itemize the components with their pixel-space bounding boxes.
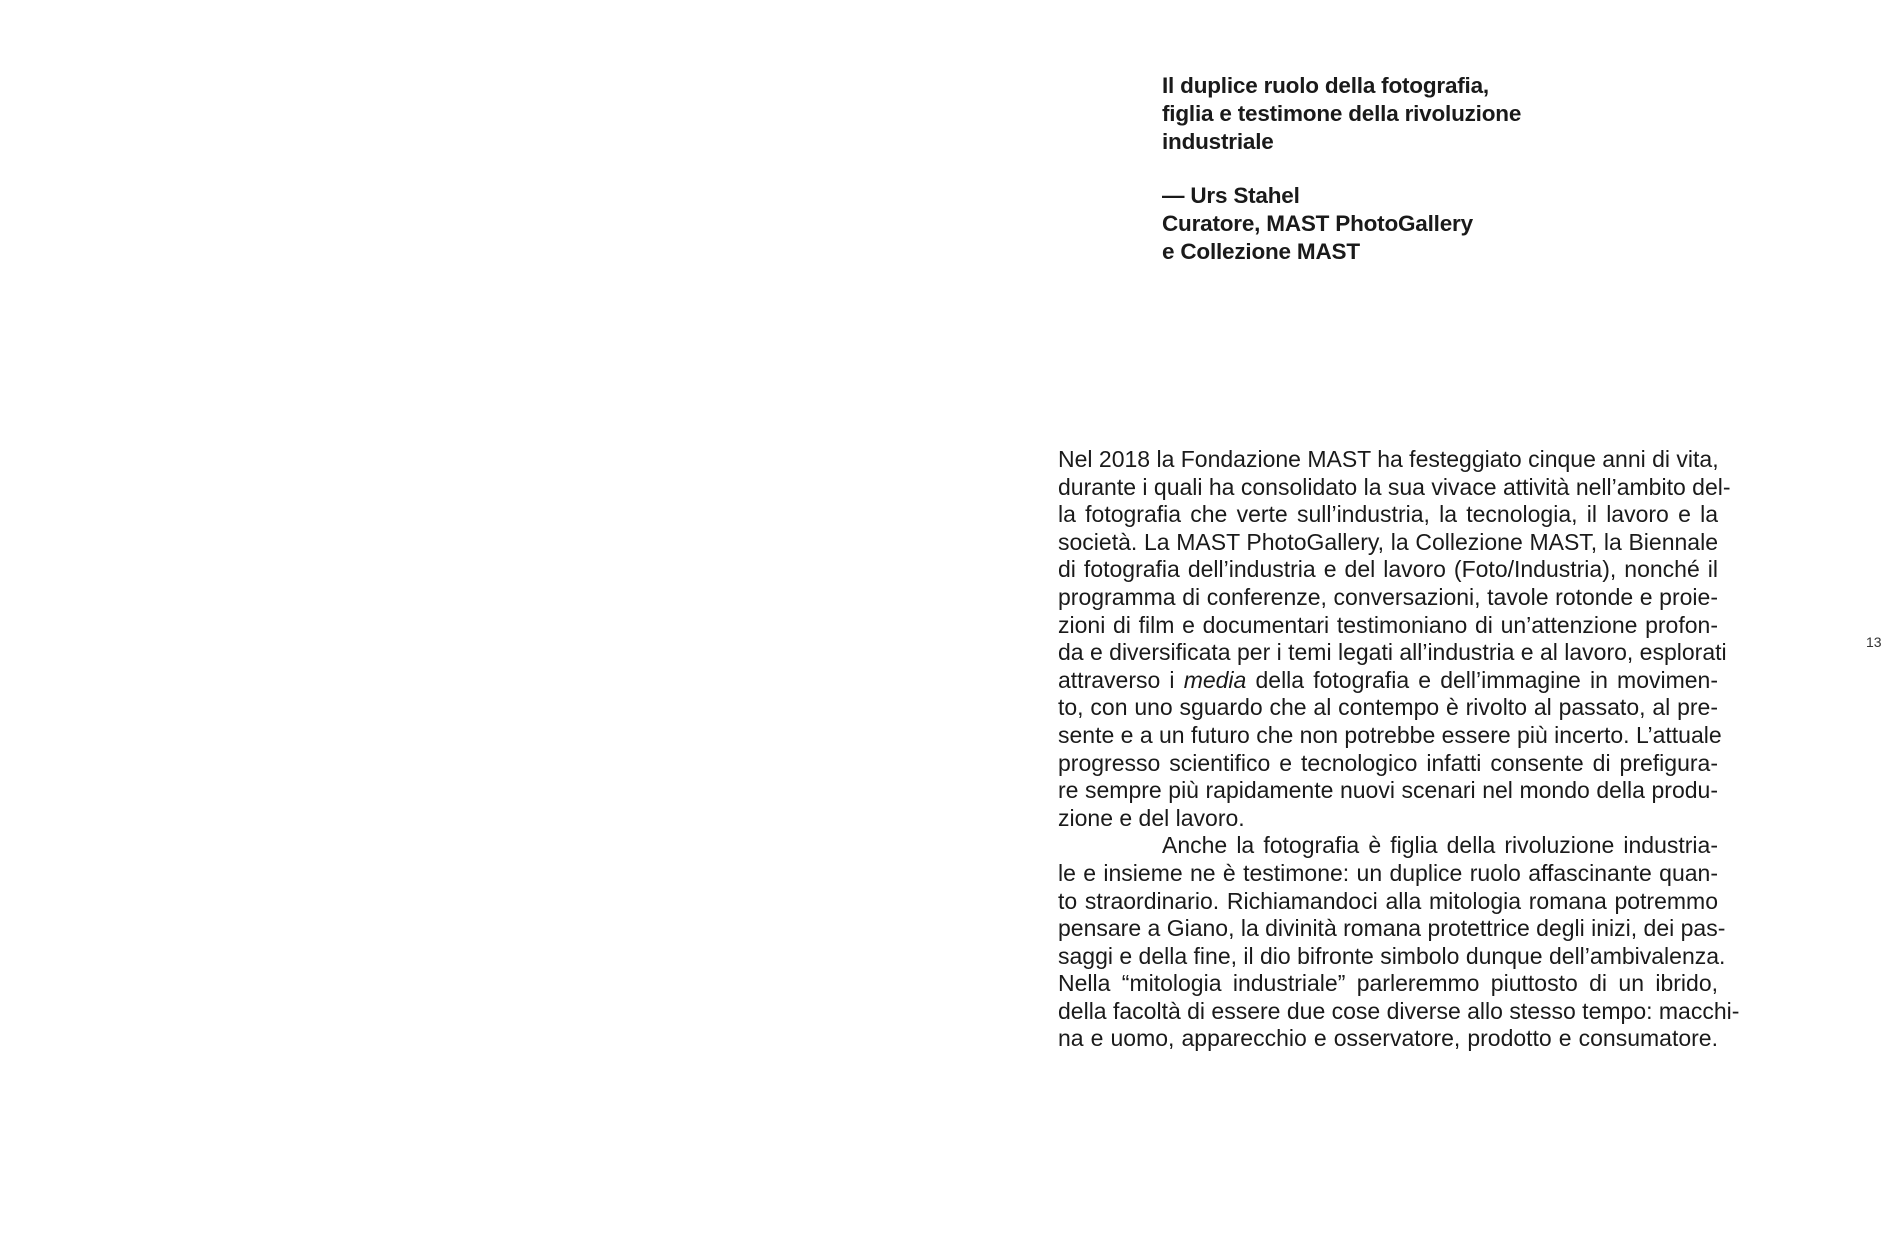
body-line: società. La MAST PhotoGallery, la Collezione MAST, la Biennale (1058, 528, 1718, 555)
body-line: pensare a Giano, la divinità romana protettrice degli inizi, dei pas- (1058, 915, 1726, 942)
body-line: to straordinario. Richiamandoci alla mitologia romana potremmo (1058, 887, 1718, 914)
body-line: re sempre più rapidamente nuovi scenari nel mondo della produ- (1058, 777, 1718, 804)
body-line-indented: Anche la fotografia è figlia della rivoluzione industria- (1162, 832, 1718, 859)
essay-title-line: figlia e testimone della rivoluzione (1162, 101, 1522, 126)
body-line: zione e del lavoro. (1058, 804, 1245, 831)
body-line: Nella “mitologia industriale” parleremmo piuttosto di un ibrido, (1058, 970, 1718, 997)
essay-title-line: industriale (1162, 129, 1274, 154)
body-line: na e uomo, apparecchio e osservatore, prodotto e consumatore. (1058, 1025, 1718, 1052)
essay-title-line: Il duplice ruolo della fotografia, (1162, 73, 1489, 98)
body-line: di fotografia dell’industria e del lavoro (Foto/Industria), nonché il (1058, 556, 1718, 583)
body-text (1058, 446, 1740, 1053)
body-line-with-italic (1058, 667, 1718, 695)
author-credit (1162, 182, 1582, 266)
italic-term: media (1183, 666, 1247, 693)
body-line: della facoltà di essere due cose diverse allo stesso tempo: macchi- (1058, 997, 1740, 1024)
page-number: 13 (1866, 634, 1882, 650)
body-line: zioni di film e documentari testimoniano di un’attenzione profon- (1058, 611, 1718, 638)
body-line: to, con uno sguardo che al contempo è rivolto al passato, al pre- (1058, 694, 1718, 721)
body-line: sente e a un futuro che non potrebbe essere più incerto. L’attuale (1058, 721, 1722, 748)
author-role: e Collezione MAST (1162, 239, 1360, 264)
body-line: saggi e della fine, il dio bifronte simbolo dunque dell’ambivalenza. (1058, 942, 1726, 969)
body-line: la fotografia che verte sull’industria, la tecnologia, il lavoro e la (1058, 501, 1718, 528)
body-text-fragment: della fotografia e dell’immagine in movimen- (1246, 666, 1719, 693)
body-line: da e diversificata per i temi legati all’industria e al lavoro, esplorati (1058, 639, 1727, 666)
author-name: — Urs Stahel (1162, 183, 1300, 208)
body-line: le e insieme ne è testimone: un duplice ruolo affascinante quan- (1058, 859, 1718, 886)
body-line: Nel 2018 la Fondazione MAST ha festeggiato cinque anni di vita, (1058, 446, 1719, 472)
body-text-fragment: attraverso i (1058, 666, 1184, 693)
author-role: Curatore, MAST PhotoGallery (1162, 211, 1473, 236)
body-line: durante i quali ha consolidato la sua vivace attività nell’ambito del- (1058, 473, 1731, 500)
body-line: progresso scientifico e tecnologico infatti consente di prefigura- (1058, 749, 1718, 776)
essay-title (1162, 72, 1582, 156)
body-line: programma di conferenze, conversazioni, tavole rotonde e proie- (1058, 583, 1718, 610)
